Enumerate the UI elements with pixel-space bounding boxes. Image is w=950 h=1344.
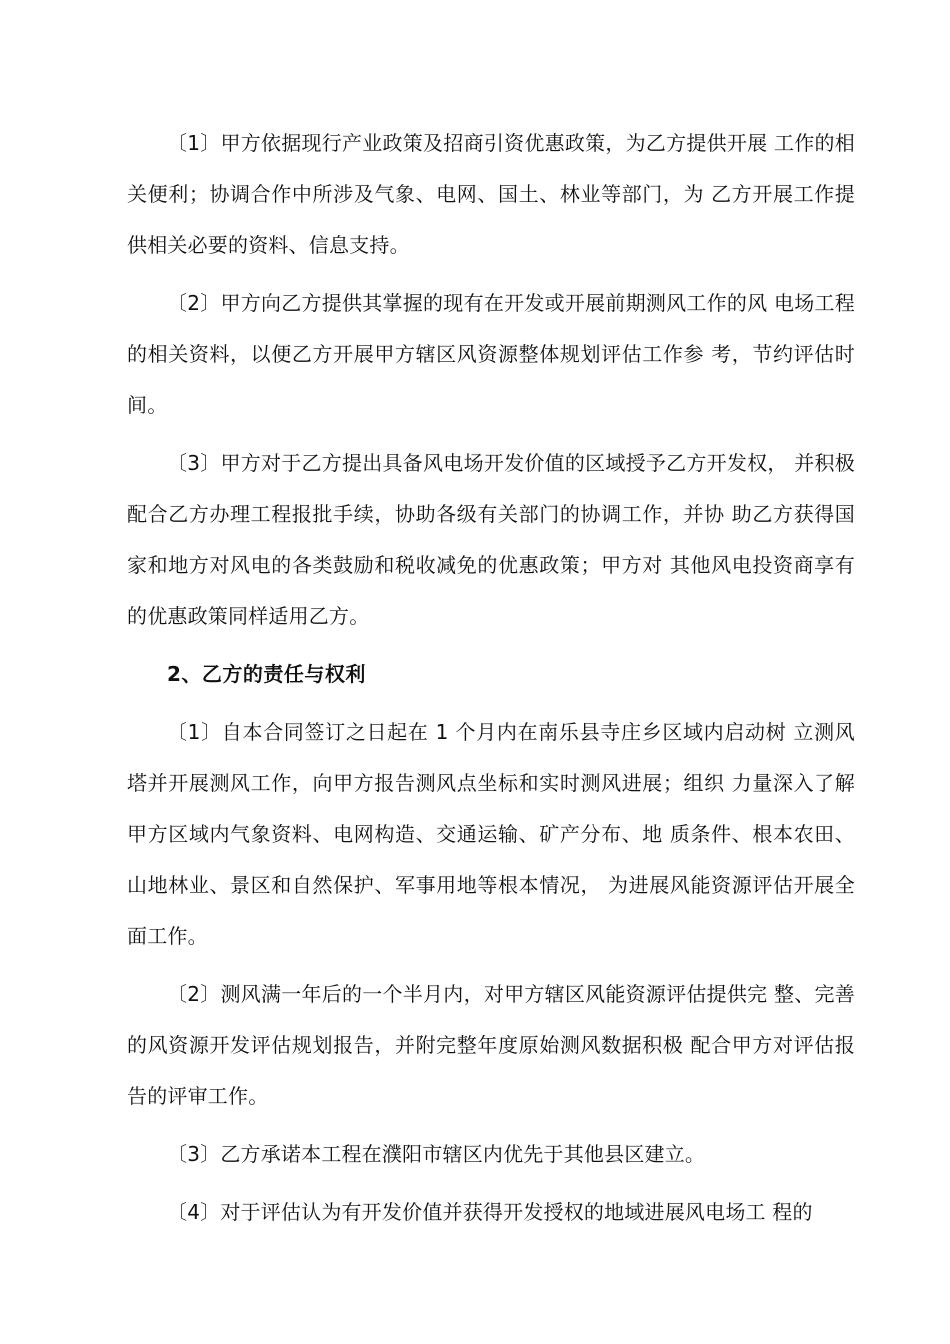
paragraph-party-b-4: 〔4〕对于评估认为有开发价值并获得开发授权的地域进展风电场工 程的: [167, 1200, 813, 1224]
paragraph-party-b-1: 〔1〕自本合同签订之日起在 1 个月内在南乐县寺庄乡区域内启动树 立测风塔并开展测风工作，向甲方报告测风点坐标和实时测风进展；组织 力量深入了解甲方区域内气象资料、电网构造、交通运输、矿产分布、地 质条件、根本农田、山地林业、景区和自然保护、军事用地等根本情况， 为进展风能资源评估开展全面工作。: [127, 720, 855, 948]
paragraph-party-a-1: 〔1〕甲方依据现行产业政策及招商引资优惠政策，为乙方提供开展 工作的相关便利；协调合作中所涉及气象、电网、国土、林业等部门，为 乙方开展工作提供相关必要的资料、信息支持。: [127, 131, 855, 257]
paragraph-party-a-2: 〔2〕甲方向乙方提供其掌握的现有在开发或开展前期测风工作的风 电场工程的相关资料，以便乙方开展甲方辖区风资源整体规划评估工作参 考，节约评估时间。: [127, 291, 855, 417]
section-heading: 2、乙方的责任与权利: [167, 662, 366, 686]
document-page: [127, 118, 855, 1245]
paragraph-party-b-2: 〔2〕测风满一年后的一个半月内，对甲方辖区风能资源评估提供完 整、完善的风资源开发评估规划报告，并附完整年度原始测风数据积极 配合甲方对评估报告的评审工作。: [127, 982, 855, 1108]
paragraph-party-a-3: 〔3〕甲方对于乙方提出具备风电场开发价值的区域授予乙方开发权， 并积极配合乙方办理工程报批手续，协助各级有关部门的协调工作，并协 助乙方获得国家和地方对风电的各类鼓励和税收减免的优惠政策；甲方对 其他风电投资商享有的优惠政策同样适用乙方。: [127, 451, 855, 628]
paragraph-party-b-3: 〔3〕乙方承诺本工程在濮阳市辖区内优先于其他县区建立。: [167, 1142, 706, 1166]
